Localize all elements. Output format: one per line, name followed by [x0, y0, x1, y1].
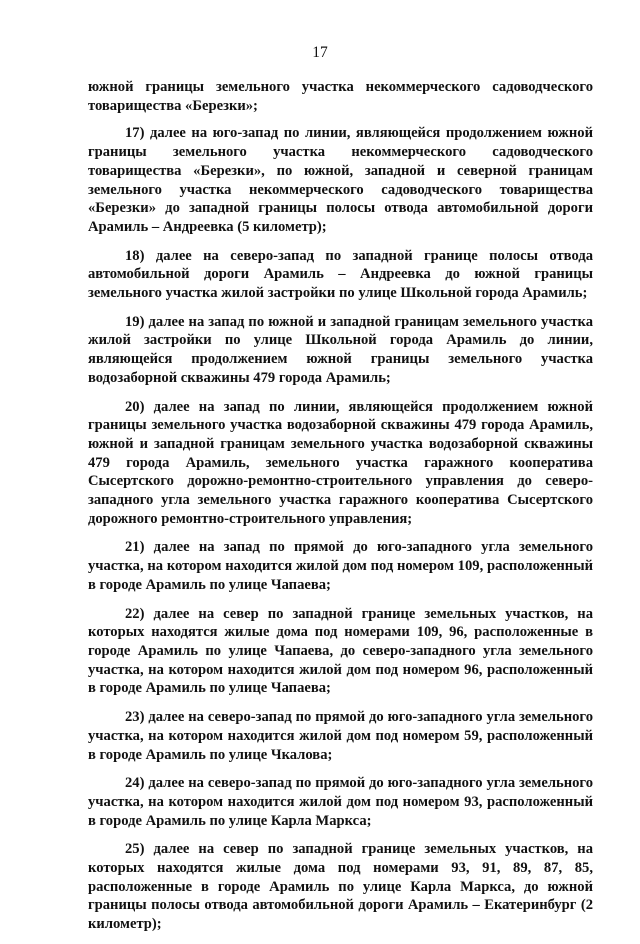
document-body: [88, 78, 593, 944]
paragraph-item-17: 17) далее на юго-запад по линии, являющейся продолжением южной границы земельного участка некоммерческого садоводческого товарищества «Березки», по южной, западной и северной границам земельного участка некоммерческого садоводческого товарищества «Березки» до западной границы полосы отвода автомобильной дороги Арамиль – Андреевка (5 километр);: [88, 125, 593, 235]
page-number: 17: [312, 44, 328, 61]
paragraph-item-20: 20) далее на запад по линии, являющейся продолжением южной границы земельного участка водозаборной скважины 479 города Арамиль, южной и западной границам земельного участка водозаборной скважины 479 города Арамиль, земельного участка гаражного кооператива Сысертского дорожно-ремонтно-строительного управления до северо-западного угла земельного участка гаражного кооператива Сысертского дорожного ремонтно-строительного управления;: [88, 398, 593, 527]
paragraph-item-23: 23) далее на северо-запад по прямой до юго-западного угла земельного участка, на котором находится жилой дом под номером 59, расположенный в городе Арамиль по улице Чкалова;: [88, 709, 593, 763]
paragraph-item-19: 19) далее на запад по южной и западной границам земельного участка жилой застройки по улице Школьной города Арамиль до линии, являющейся продолжением южной границы земельного участка водозаборной скважины 479 города Арамиль;: [88, 313, 593, 386]
paragraph-item-25: 25) далее на север по западной границе земельных участков, на которых находятся жилые дома под номерами 93, 91, 89, 87, 85, расположенные в городе Арамиль по улице Карла Маркса, до южной границы полосы отвода автомобильной дороги Арамиль – Екатеринбург (2 километр);: [88, 841, 593, 933]
paragraph-item-18: 18) далее на северо-запад по западной границе полосы отвода автомобильной дороги Арамиль – Андреевка до южной границы земельного участка жилой застройки по улице Школьной города Арамиль;: [88, 247, 593, 302]
paragraph-item-24: 24) далее на северо-запад по прямой до юго-западного угла земельного участка, на котором находится жилой дом под номером 93, расположенный в городе Арамиль по улице Карла Маркса;: [88, 775, 593, 829]
paragraph-item-21: 21) далее на запад по прямой до юго-западного угла земельного участка, на котором находится жилой дом под номером 109, расположенный в городе Арамиль по улице Чапаева;: [88, 539, 593, 593]
paragraph-item-22: 22) далее на север по западной границе земельных участков, на которых находятся жилые дома под номерами 109, 96, расположенные в городе Арамиль по улице Чапаева, до северо-западного угла земельного участка, на котором находится жилой дом под номером 96, расположенный в городе Арамиль по улице Чапаева;: [88, 605, 593, 697]
paragraph-continuation: южной границы земельного участка некоммерческого садоводческого товарищества «Березки»;: [88, 79, 593, 114]
